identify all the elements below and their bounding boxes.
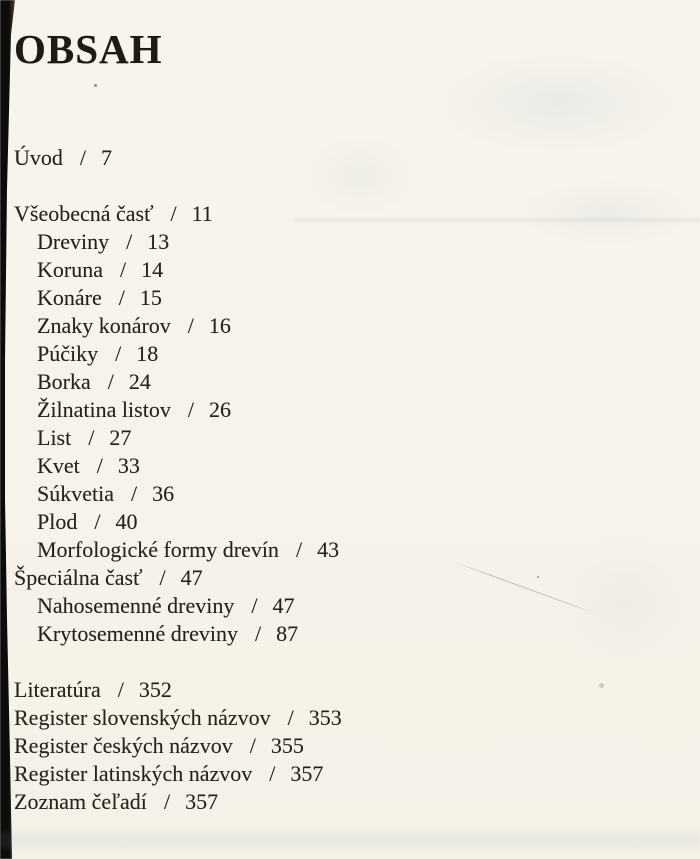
toc-entry bbox=[0, 228, 700, 256]
toc-page-number: 14 bbox=[141, 257, 164, 282]
toc-separator: / bbox=[126, 229, 133, 254]
toc-separator: / bbox=[249, 733, 256, 758]
toc-entry bbox=[0, 424, 700, 452]
toc-entry-label: Dreviny bbox=[37, 229, 110, 254]
toc-separator: / bbox=[163, 789, 171, 814]
toc-separator: / bbox=[88, 425, 95, 450]
toc-entry-label: Plod bbox=[37, 509, 78, 534]
toc-page-number: 33 bbox=[117, 453, 140, 478]
toc-entry bbox=[0, 732, 700, 760]
toc-separator: / bbox=[131, 481, 138, 506]
toc-entry-label: Súkvetia bbox=[37, 481, 114, 506]
toc-separator: / bbox=[96, 453, 103, 478]
toc-entry bbox=[0, 592, 700, 620]
toc-separator: / bbox=[251, 593, 258, 618]
toc-page-number: 47 bbox=[180, 565, 203, 590]
toc-entry-label: Morfologické formy drevín bbox=[37, 537, 279, 562]
toc-separator: / bbox=[94, 509, 101, 534]
toc-page-number: 36 bbox=[152, 481, 175, 506]
toc-entry-label: Žilnatina listov bbox=[37, 397, 171, 422]
toc-entry-label: Znaky konárov bbox=[37, 313, 171, 338]
toc-separator: / bbox=[287, 705, 294, 730]
toc-entry bbox=[0, 368, 700, 396]
toc-page-number: 47 bbox=[272, 593, 295, 618]
toc-page-number: 13 bbox=[147, 229, 170, 254]
toc-page-number: 357 bbox=[290, 761, 324, 786]
toc-entry bbox=[0, 704, 700, 732]
toc-separator: / bbox=[295, 537, 303, 562]
toc-entry-label: Nahosemenné dreviny bbox=[37, 593, 235, 618]
toc-page-number: 353 bbox=[308, 705, 342, 730]
toc-entry-label: Borka bbox=[37, 369, 91, 394]
toc-separator: / bbox=[159, 565, 166, 590]
toc-entry bbox=[0, 620, 700, 648]
toc-entry bbox=[0, 340, 700, 368]
toc-separator: / bbox=[115, 341, 122, 366]
toc-entry-label: List bbox=[37, 425, 72, 450]
toc-entry bbox=[0, 396, 700, 424]
toc-separator: / bbox=[187, 313, 194, 338]
toc-separator: / bbox=[118, 285, 125, 310]
toc-entry-label: Krytosemenné dreviny bbox=[37, 621, 238, 646]
toc-separator: / bbox=[117, 677, 124, 702]
toc-entry-label: Register latinských názvov bbox=[14, 761, 253, 786]
toc-entry bbox=[0, 284, 700, 312]
toc-separator: / bbox=[170, 201, 177, 226]
toc-page-number: 352 bbox=[138, 677, 172, 702]
toc-entry bbox=[0, 564, 700, 592]
toc-page-number: 18 bbox=[136, 341, 159, 366]
toc-page-number: 7 bbox=[101, 145, 113, 170]
page-title: OBSAH bbox=[14, 26, 163, 72]
toc-entry-label: Púčiky bbox=[37, 341, 99, 366]
toc-entry bbox=[0, 200, 700, 228]
toc-separator: / bbox=[187, 397, 194, 422]
toc-list bbox=[0, 144, 700, 816]
toc-page-number: 43 bbox=[317, 537, 340, 562]
toc-page-number: 355 bbox=[270, 733, 304, 758]
toc-page-number: 40 bbox=[115, 509, 138, 534]
toc-entry-label: Kvet bbox=[37, 453, 80, 478]
toc-entry bbox=[0, 480, 700, 508]
toc-entry bbox=[0, 508, 700, 536]
toc-entry-label: Úvod bbox=[14, 145, 63, 170]
toc-separator: / bbox=[119, 257, 127, 282]
toc-entry bbox=[0, 760, 700, 788]
toc-entry bbox=[0, 452, 700, 480]
toc-entry-label: Špeciálna časť bbox=[14, 565, 143, 590]
toc-entry-label: Konáre bbox=[37, 285, 102, 310]
bleedthrough-band bbox=[0, 832, 700, 848]
toc-entry-label: Register českých názvov bbox=[14, 733, 233, 758]
toc-page-number: 87 bbox=[276, 621, 299, 646]
toc-entry-label: Register slovenských názvov bbox=[14, 705, 271, 730]
toc-entry-label: Zoznam čeľadí bbox=[14, 789, 147, 814]
toc-separator: / bbox=[255, 621, 262, 646]
toc-page-number: 11 bbox=[191, 201, 213, 226]
toc-entry bbox=[0, 144, 700, 172]
toc-separator: / bbox=[79, 145, 87, 170]
toc-page-number: 16 bbox=[208, 313, 231, 338]
toc-entry-label: Koruna bbox=[37, 257, 103, 282]
toc-entry bbox=[0, 676, 700, 704]
toc-entry bbox=[0, 536, 700, 564]
toc-entry-label: Literatúra bbox=[14, 677, 101, 702]
toc-page-number: 26 bbox=[208, 397, 231, 422]
toc-separator: / bbox=[269, 761, 276, 786]
toc-separator: / bbox=[107, 369, 114, 394]
toc-page-number: 15 bbox=[139, 285, 162, 310]
toc-page-number: 357 bbox=[185, 789, 219, 814]
toc-page-number: 24 bbox=[128, 369, 151, 394]
toc-page-number: 27 bbox=[109, 425, 132, 450]
toc-entry bbox=[0, 788, 700, 816]
toc-entry-label: Všeobecná časť bbox=[14, 201, 154, 226]
toc-entry bbox=[0, 256, 700, 284]
toc-entry bbox=[0, 312, 700, 340]
